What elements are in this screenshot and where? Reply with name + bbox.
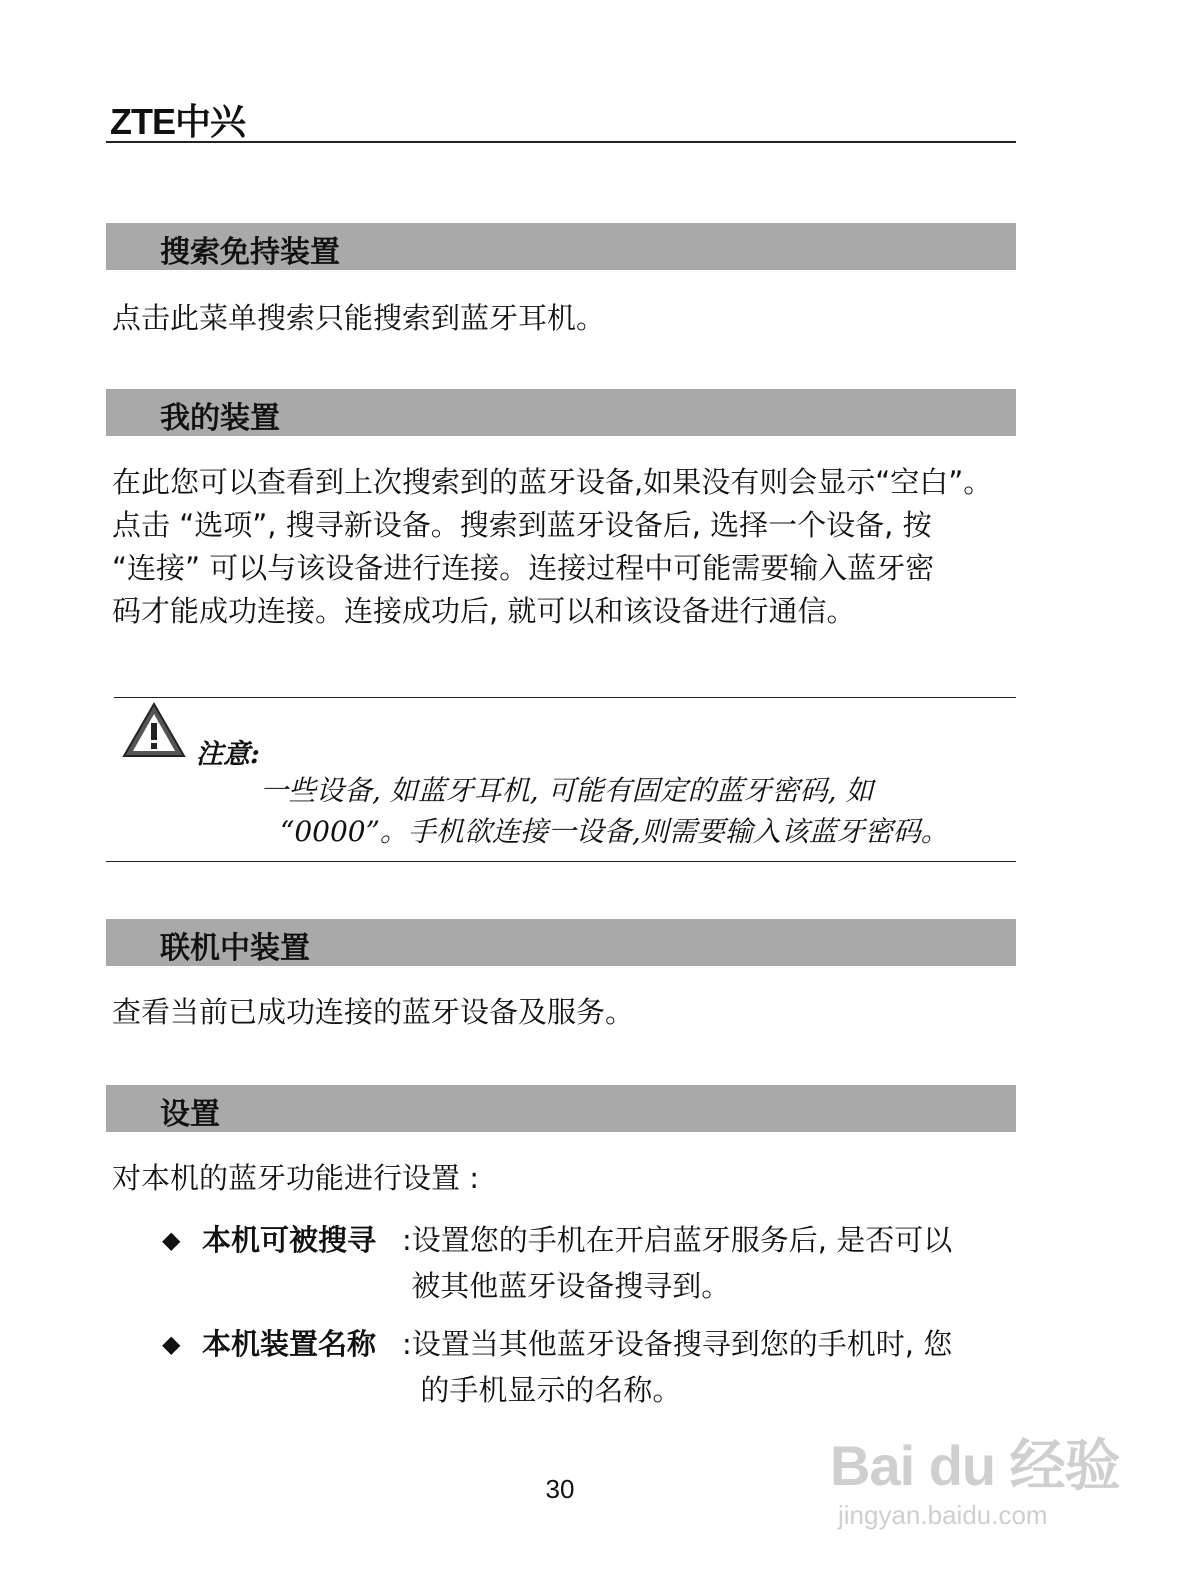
diamond-bullet-icon: ◆ (162, 1330, 181, 1358)
section-title: 联机中装置 (160, 931, 310, 966)
section-bar-search-handsfree (106, 223, 1016, 270)
section-title: 我的装置 (160, 401, 280, 436)
zte-logo: ZTE中兴 (110, 101, 245, 142)
section-bar-my-devices (106, 389, 1016, 436)
section-body: 点击此菜单搜索只能搜索到蓝牙耳机。 (112, 301, 606, 335)
settings-item-label: 本机装置名称 (202, 1327, 377, 1361)
note-top-rule (114, 697, 1016, 698)
section-bar-settings (106, 1085, 1016, 1132)
diamond-bullet-icon: ◆ (162, 1226, 181, 1254)
note-bottom-rule (106, 861, 1016, 862)
settings-item-label: 本机可被搜寻 (202, 1223, 377, 1257)
warning-triangle-icon (122, 701, 186, 759)
watermark-site: jingyan.baidu.com (838, 1500, 1048, 1530)
watermark-mark: Bai du 经验 (830, 1434, 1120, 1497)
section-title: 搜索免持装置 (160, 235, 340, 270)
baidu-watermark (830, 1400, 1120, 1540)
settings-item-desc: :设置当其他蓝牙设备搜寻到您的手机时, 您 的手机显示的名称。 (402, 1327, 953, 1407)
settings-item-desc: :设置您的手机在开启蓝牙服务后, 是否可以 被其他蓝牙设备搜寻到。 (402, 1223, 953, 1303)
header-rule (106, 141, 1016, 143)
page-number: 30 (545, 1474, 575, 1504)
note-title: 注意: (196, 739, 260, 770)
settings-item-discoverable (162, 1217, 1022, 1309)
section-body: 对本机的蓝牙功能进行设置 : (112, 1161, 479, 1195)
note-text: 一些设备, 如蓝牙耳机, 可能有固定的蓝牙密码, 如 “0000”。手机欲连接一设备,则需要输入该蓝牙密码。 (260, 774, 949, 848)
section-body: 查看当前已成功连接的蓝牙设备及服务。 (112, 995, 635, 1029)
section-bar-connected-devices (106, 919, 1016, 966)
section-title: 设置 (160, 1097, 220, 1132)
section-body: 在此您可以查看到上次搜索到的蓝牙设备,如果没有则会显示“空白”。 点击 “选项”, 搜寻新设备。搜索到蓝牙设备后, 选择一个设备, 按 “连接” 可以与该设备进行连接。连接过程中可能需要输入蓝牙密 码才能成功连接。连接成功后, 就可以和该设备进行通信。 (112, 465, 993, 628)
